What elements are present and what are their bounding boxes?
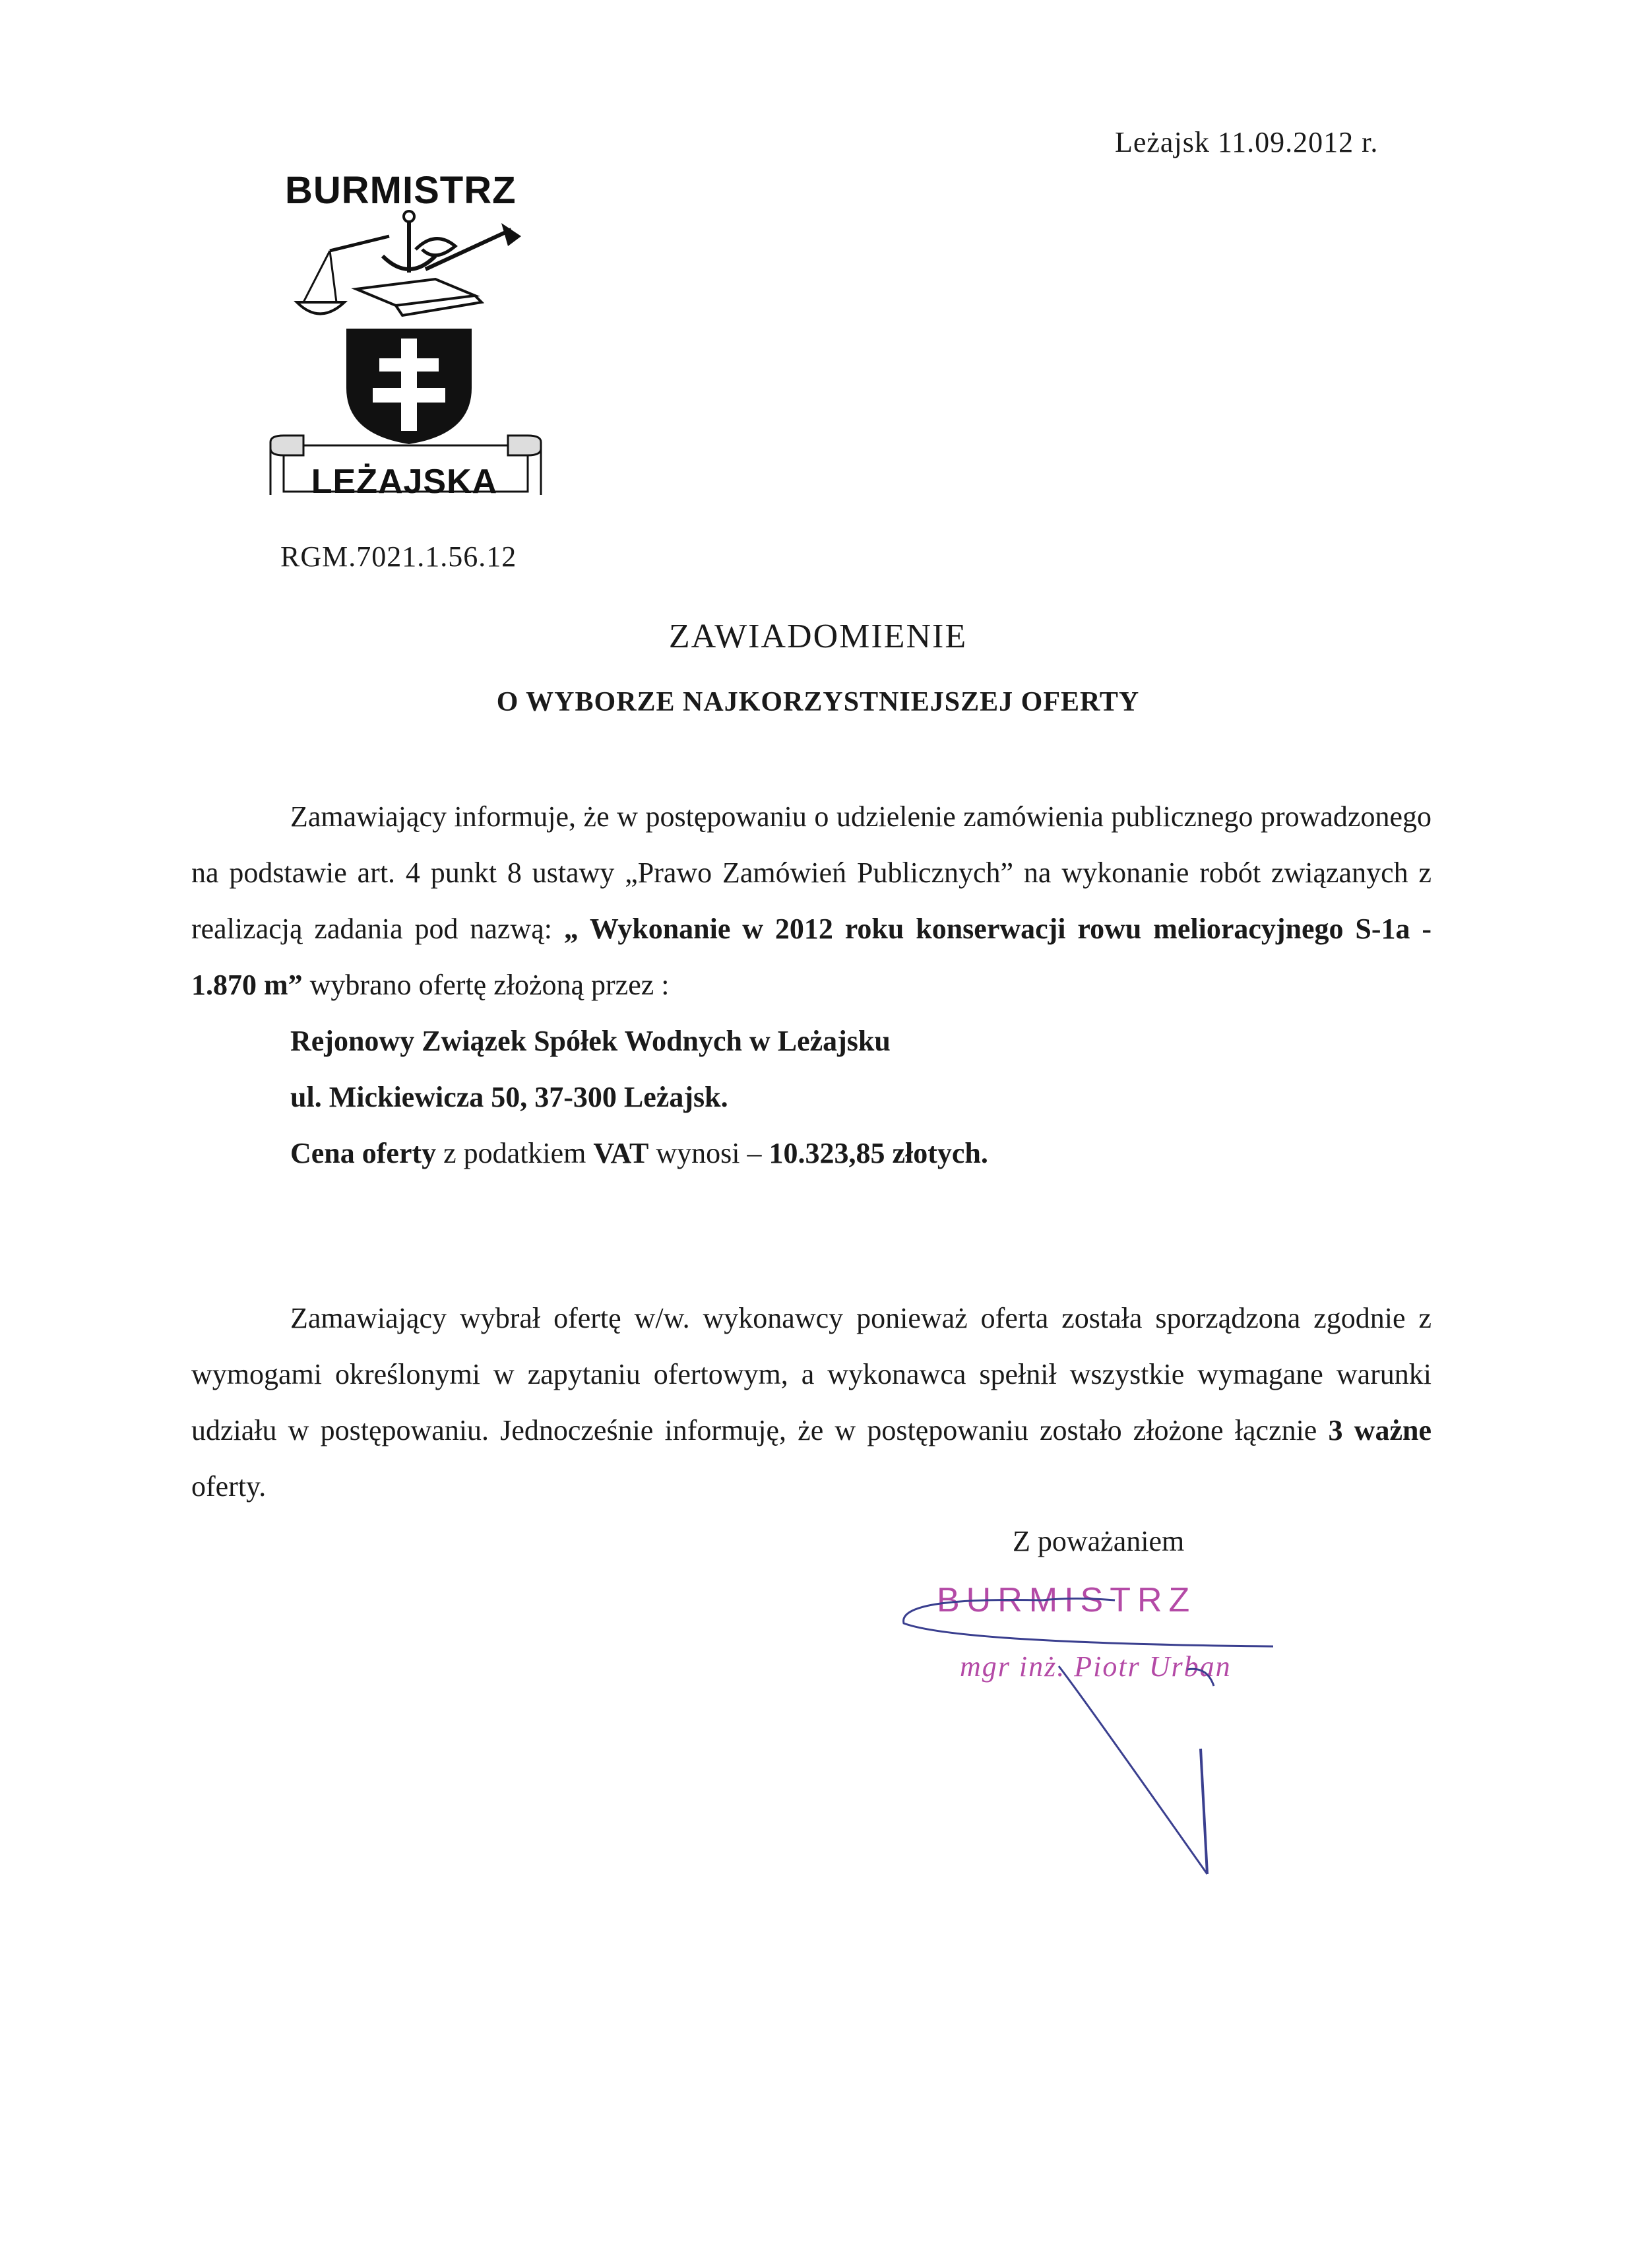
paragraph-justification-end: oferty. [191,1470,267,1503]
price-mid2: wynosi – [648,1137,769,1169]
task-name: „ Wykonanie w 2012 roku konserwacji rowu melioracyjnego S-1a - 1.870 m” [191,913,1432,1001]
price-vat: VAT [593,1137,649,1169]
paragraph-intro-end: wybrano ofertę złożoną przez : [302,969,670,1001]
contractor-address [290,1069,728,1125]
paragraph-justification [191,1290,1432,1514]
valid-offers-count: 3 ważne [1328,1414,1432,1446]
reference-number: RGM.7021.1.56.12 [280,540,517,573]
price-label: Cena oferty [290,1137,437,1169]
closing-greeting: Z poważaniem [1013,1525,1185,1557]
price-value: 10.323,85 złotych. [769,1137,988,1169]
stamp-title: BURMISTRZ [937,1581,1197,1619]
paragraph-intro [191,789,1432,1013]
paragraph-justification-text: Zamawiający wybrał ofertę w/w. wykonawcy ponieważ oferta została sporządzona zgodnie z wymogami określonymi w zapytaniu ofertowym, a wykonawca spełnił wszystkie wymagane warunki udziału w postępowaniu. Jednocześnie informuję, że w postępowaniu zostało złożone łącznie [191,1302,1432,1446]
contractor-name-text: Rejonowy Związek Spółek Wodnych w Leżajsku [290,1025,891,1057]
logo-top-text: BURMISTRZ [285,169,517,212]
logo-banner-text: LEŻAJSKA [311,463,498,501]
document-title: ZAWIADOMIENIE [668,618,968,655]
offer-price [290,1125,988,1181]
price-mid1: z podatkiem [436,1137,594,1169]
contractor-address-text: ul. Mickiewicza 50, 37-300 Leżajsk. [290,1081,728,1113]
place-date: Leżajsk 11.09.2012 r. [1115,126,1379,158]
document-subtitle: O WYBORZE NAJKORZYSTNIEJSZEJ OFERTY [496,687,1140,717]
stamp-name: mgr inż. Piotr Urban [960,1650,1232,1683]
handwritten-signature-icon [877,1571,1286,1900]
contractor-name [290,1013,891,1069]
paragraph-intro-text: Zamawiający informuje, że w postępowaniu o udzielenie zamówienia publicznego prowadzonego na podstawie art. 4 punkt 8 ustawy „Prawo Zamówień Publicznych” na wykonanie robót związanych z realizacją zadania pod nazwą: [191,800,1432,945]
coat-of-arms-icon [284,210,548,447]
